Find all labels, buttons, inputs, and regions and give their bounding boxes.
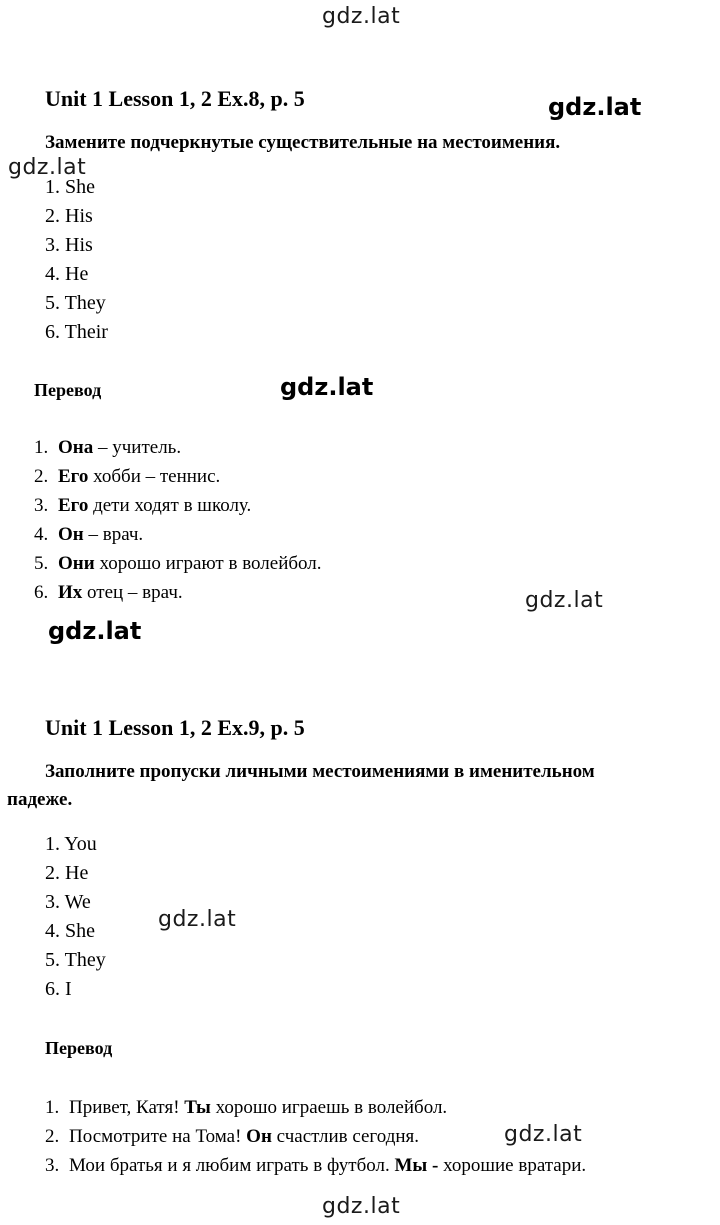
list-item: 5. They [45, 949, 106, 971]
watermark-right-1: gdz.lat [548, 93, 642, 121]
list-item: 3. We [45, 891, 91, 913]
list-item: 5. Они хорошо играют в волейбол. [34, 553, 322, 574]
watermark-center-1: gdz.lat [280, 373, 374, 401]
section2-task-line1: Заполните пропуски личными местоимениями в именительном [45, 761, 595, 782]
section1-translation-label: Перевод [34, 380, 102, 400]
section2-task-line2: падеже. [7, 789, 73, 810]
list-item: 2. He [45, 862, 89, 884]
list-item: 4. Он – врач. [34, 524, 144, 545]
list-item: 1. Привет, Катя! Ты хорошо играешь в волейбол. [45, 1097, 448, 1118]
list-item: 6. Their [45, 321, 108, 343]
section1-task: Замените подчеркнутые существительные на местоимения. [45, 132, 561, 153]
section2-translation-list [45, 1093, 586, 1180]
list-item: 5. They [45, 292, 106, 314]
list-item: 6. I [45, 978, 72, 1000]
list-item: 1. Она – учитель. [34, 437, 182, 458]
list-item: 1. She [45, 176, 95, 198]
section2-answer-list [45, 830, 106, 1004]
list-item: 4. He [45, 263, 89, 285]
list-item: 3. His [45, 234, 93, 256]
list-item: 3. Мои братья и я любим играть в футбол. Мы - хорошие вратари. [45, 1155, 587, 1176]
watermark-left-1: gdz.lat [8, 155, 87, 180]
list-item: 3. Его дети ходят в школу. [34, 495, 252, 516]
list-item: 2. Его хобби – теннис. [34, 466, 221, 487]
watermark-right-3: gdz.lat [504, 1122, 583, 1147]
section1-answer-list [45, 173, 108, 347]
section1-translation-list [34, 433, 322, 607]
watermark-mid-3: gdz.lat [158, 907, 237, 932]
section2-translation-label: Перевод [45, 1038, 113, 1058]
list-item: 6. Их отец – врач. [34, 582, 183, 603]
watermark-right-2: gdz.lat [525, 588, 604, 613]
list-item: 4. She [45, 920, 95, 942]
list-item: 2. His [45, 205, 93, 227]
section2-heading: Unit 1 Lesson 1, 2 Ex.9, p. 5 [45, 715, 305, 740]
watermark-top: gdz.lat [322, 4, 401, 29]
watermark-left-2: gdz.lat [48, 617, 142, 645]
watermark-bottom: gdz.lat [322, 1194, 401, 1219]
list-item: 2. Посмотрите на Тома! Он счастлив сегодня. [45, 1126, 420, 1147]
list-item: 1. You [45, 833, 97, 855]
section1-heading: Unit 1 Lesson 1, 2 Ex.8, p. 5 [45, 86, 305, 111]
